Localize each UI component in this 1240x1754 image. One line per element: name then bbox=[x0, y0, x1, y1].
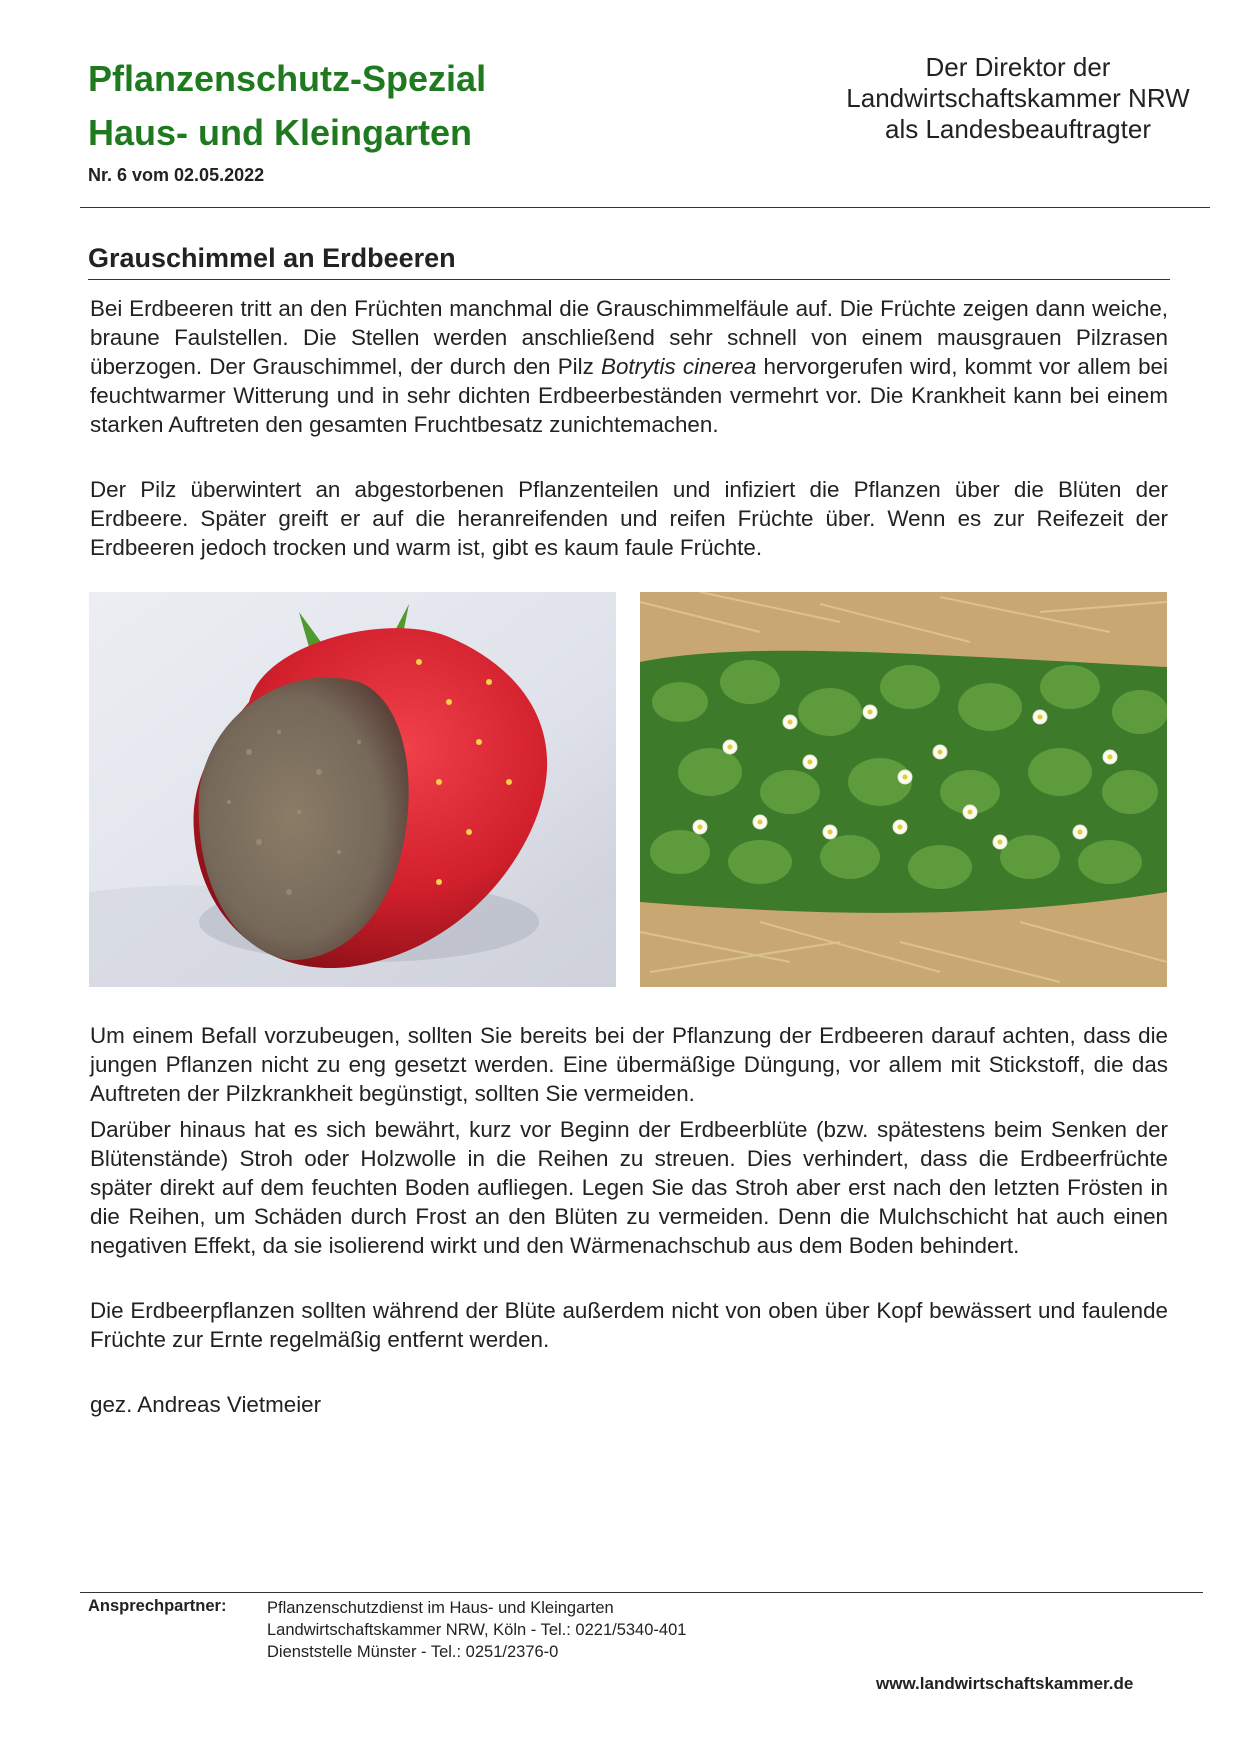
headline-divider bbox=[88, 279, 1170, 280]
authority-line-2: Landwirtschaftskammer NRW bbox=[846, 83, 1190, 113]
paragraph-1-text-b: hervorgerufen wird, kommt vor allem bei feuchtwarmer Witterung und in sehr dichten Erdbeerbeständen vermehrt vor. Die Krankheit kann bei einem starken Auftreten den gesamten Fruchtbesatz zunichtemachen. bbox=[90, 354, 1168, 437]
strawberry-plants-illustration bbox=[640, 592, 1167, 987]
contact-details bbox=[267, 1597, 686, 1663]
contact-line-2: Landwirtschaftskammer NRW, Köln - Tel.: 0221/5340-401 bbox=[267, 1621, 687, 1639]
website-link[interactable]: www.landwirtschaftskammer.de bbox=[876, 1674, 1134, 1693]
strawberry-photo-illustration bbox=[89, 592, 616, 987]
document-title bbox=[88, 52, 486, 160]
authority-line-3: als Landesbeauftragter bbox=[885, 114, 1151, 144]
contact-line-1: Pflanzenschutzdienst im Haus- und Kleingarten bbox=[267, 1599, 614, 1617]
contact-line-3: Dienststelle Münster - Tel.: 0251/2376-0 bbox=[267, 1643, 559, 1661]
paragraph-5: Die Erdbeerpflanzen sollten während der Blüte außerdem nicht von oben über Kopf bewässert und faulende Früchte zur Ernte regelmäßig entfernt werden. bbox=[90, 1298, 1168, 1352]
authority-line-1: Der Direktor der bbox=[925, 52, 1111, 82]
title-line-1: Pflanzenschutz-Spezial bbox=[88, 58, 487, 99]
paragraph-1-text-a: Bei Erdbeeren tritt an den Früchten manchmal die Grauschimmelfäule auf. Die Früchte zeigen dann weiche, braune Faulstellen. Die Stellen werden anschließend sehr schnell von einem mausgrauen Pilzrasen überzogen. Der Grauschimmel, der durch den Pilz bbox=[90, 296, 1168, 379]
issue-number: Nr. 6 vom 02.05.2022 bbox=[88, 165, 265, 185]
paragraph-2: Der Pilz überwintert an abgestorbenen Pflanzenteilen und infiziert die Pflanzen über die Blüten der Erdbeere. Später greift er auf die heranreifenden und reifen Früchte über. Wenn es zur Reifezeit der Erdbeeren jedoch trocken und warm ist, gibt es kaum faule Früchte. bbox=[90, 477, 1168, 560]
article-headline: Grauschimmel an Erdbeeren bbox=[88, 243, 456, 273]
footer-divider bbox=[80, 1592, 1203, 1593]
title-line-2: Haus- und Kleingarten bbox=[88, 112, 473, 153]
header-divider bbox=[80, 207, 1210, 208]
paragraph-1 bbox=[90, 294, 1168, 439]
contact-label: Ansprechpartner: bbox=[88, 1597, 227, 1615]
strawberry-grey-mould-photo bbox=[89, 592, 616, 987]
signature: gez. Andreas Vietmeier bbox=[90, 1392, 322, 1417]
issuing-authority bbox=[838, 52, 1198, 145]
paragraph-3: Um einem Befall vorzubeugen, sollten Sie bereits bei der Pflanzung der Erdbeeren darauf achten, dass die jungen Pflanzen nicht zu eng gesetzt werden. Eine übermäßige Düngung, vor allem mit Stickstoff, die das Auftreten der Pilzkrankheit begünstigt, sollten Sie vermeiden. bbox=[90, 1023, 1168, 1106]
strawberry-plants-straw-photo bbox=[640, 592, 1167, 987]
paragraph-4: Darüber hinaus hat es sich bewährt, kurz vor Beginn der Erdbeerblüte (bzw. spätestens beim Senken der Blütenstände) Stroh oder Holzwolle in die Reihen zu streuen. Dies verhindert, dass die Erdbeerfrüchte später direkt auf dem feuchten Boden aufliegen. Legen Sie das Stroh aber erst nach den letzten Frösten in die Reihen, um Schäden durch Frost an den Blüten zu vermeiden. Denn die Mulchschicht hat auch einen negativen Effekt, da sie isolierend wirkt und den Wärmenachschub aus dem Boden behindert. bbox=[90, 1117, 1168, 1258]
pathogen-name: Botrytis cinerea bbox=[601, 354, 757, 379]
